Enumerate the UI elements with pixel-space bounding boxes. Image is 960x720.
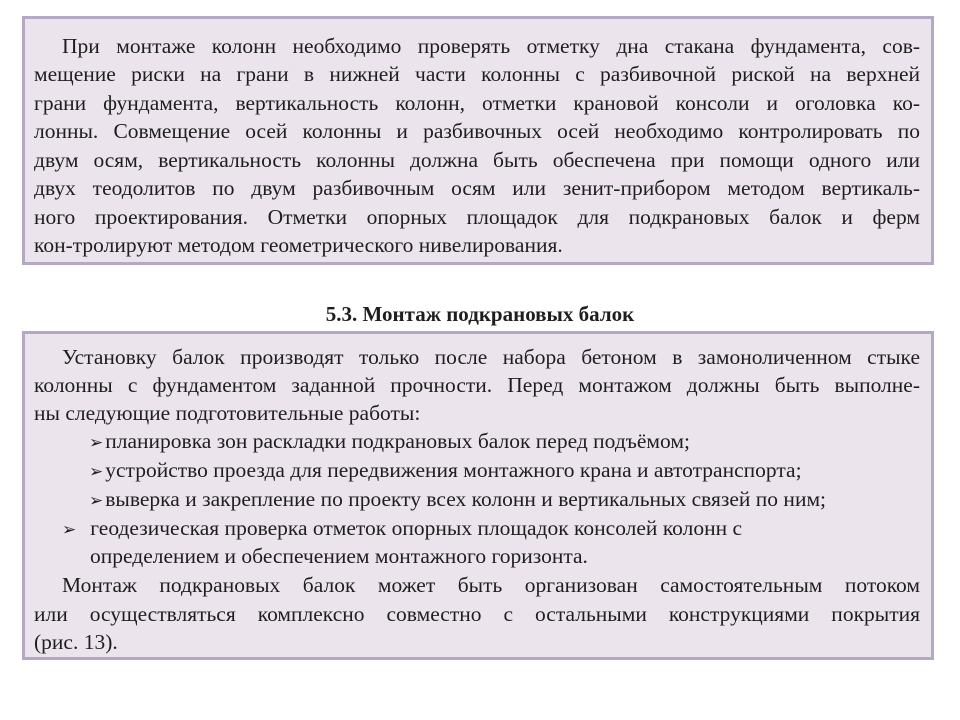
paragraph-line: При монтаже колонн необходимо проверять отметку дна стакана фундамента, сов- xyxy=(62,34,920,58)
arrow-bullet-icon: ➢ xyxy=(89,433,104,453)
arrow-bullet-icon: ➢ xyxy=(89,491,104,511)
list-item-text: устройство проезда для передвижения монтажного крана и автотранспорта; xyxy=(105,458,802,482)
list-item-text: выверка и закрепление по проекту всех колонн и вертикальных связей по ним; xyxy=(105,487,827,511)
arrow-bullet-icon: ➢ xyxy=(89,462,104,482)
text-box-columns-installation xyxy=(22,16,934,265)
paragraph-line: кон-тролируют методом геометрического нивелирования. xyxy=(34,233,563,257)
text-box-crane-beams xyxy=(22,331,934,660)
list-item-text: геодезическая проверка отметок опорных площадок консолей колонн с xyxy=(90,516,743,540)
paragraph-line: двух теодолитов по двум разбивочным осям или зенит-прибором методом вертикаль- xyxy=(34,176,920,200)
paragraph-line: ного проектирования. Отметки опорных площадок для подкрановых балок и ферм xyxy=(34,205,920,229)
paragraph-line: мещение риски на грани в нижней части колонны с разбивочной риской на верхней xyxy=(34,62,920,86)
paragraph-line: (рис. 13). xyxy=(34,630,118,654)
paragraph-line: ны следующие подготовительные работы: xyxy=(34,401,421,425)
list-item xyxy=(89,427,690,457)
section-heading: 5.3. Монтаж подкрановых балок xyxy=(325,302,635,326)
paragraph-line: или осуществляться комплексно совместно с остальными конструкциями покрытия xyxy=(34,602,920,626)
list-item xyxy=(62,514,742,544)
list-item xyxy=(89,485,826,515)
list-item-text: планировка зон раскладки подкрановых балок перед подъёмом; xyxy=(105,429,690,453)
paragraph-line: Монтаж подкрановых балок может быть организован самостоятельным потоком xyxy=(62,573,920,597)
paragraph-line: колонны с фундаментом заданной прочности. Перед монтажом должны быть выполне- xyxy=(34,373,920,397)
paragraph-line: Установку балок производят только после набора бетоном в замоноличенном стыке xyxy=(62,345,920,369)
paragraph-line: лонны. Совмещение осей колонны и разбивочных осей необходимо контролировать по xyxy=(34,119,920,143)
paragraph-line: грани фундамента, вертикальность колонн, отметки крановой консоли и оголовка ко- xyxy=(34,91,920,115)
list-item-continuation: определением и обеспечением монтажного горизонта. xyxy=(90,544,588,568)
paragraph-line: двум осям, вертикальность колонны должна быть обеспечена при помощи одного или xyxy=(34,148,920,172)
list-item xyxy=(89,456,802,486)
arrow-bullet-icon: ➢ xyxy=(62,520,77,540)
